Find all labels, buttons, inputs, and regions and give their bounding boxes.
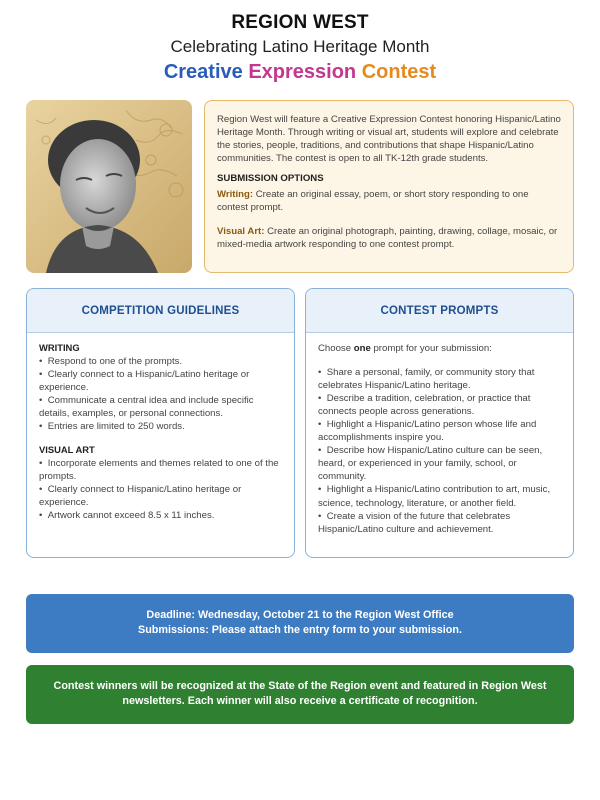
list-item: • Communicate a central idea and include specific details, examples, or personal connections. xyxy=(39,394,282,420)
list-item: • Clearly connect to a Hispanic/Latino heritage or experience. xyxy=(39,368,282,394)
guidelines-writing-list xyxy=(39,355,282,433)
list-item: • Describe a tradition, celebration, or practice that connects people across generations. xyxy=(318,392,561,418)
portrait-image xyxy=(26,100,192,273)
contest-title xyxy=(0,61,600,84)
writing-option-text: Create an original essay, poem, or short story responding to one contest prompt. xyxy=(217,189,529,214)
page-header xyxy=(0,0,600,84)
list-item: • Highlight a Hispanic/Latino contribution to art, music, science, technology, literature, or another field. xyxy=(318,483,561,509)
list-item: • Artwork cannot exceed 8.5 x 11 inches. xyxy=(39,509,282,522)
list-item: • Clearly connect to Hispanic/Latino heritage or experience. xyxy=(39,483,282,509)
list-item: • Incorporate elements and themes related to one of the prompts. xyxy=(39,457,282,483)
intro-box xyxy=(204,100,574,273)
intro-section xyxy=(26,100,574,273)
visual-art-option xyxy=(217,225,561,251)
prompts-instruction-post: prompt for your submission: xyxy=(370,343,492,354)
page-subtitle: Celebrating Latino Heritage Month xyxy=(170,37,430,56)
guidelines-writing-heading: WRITING xyxy=(39,342,80,353)
list-item: • Entries are limited to 250 words. xyxy=(39,420,282,433)
prompts-instruction-bold: one xyxy=(353,343,371,354)
deadline-line: Deadline: Wednesday, October 21 to the Region West Office xyxy=(146,609,454,621)
prompts-instruction xyxy=(318,342,561,355)
list-item: • Share a personal, family, or community story that celebrates Hispanic/Latino heritage. xyxy=(318,366,561,392)
list-item: • Highlight a Hispanic/Latino person whose life and accomplishments inspire you. xyxy=(318,418,561,444)
list-item: • Respond to one of the prompts. xyxy=(39,355,282,368)
contest-title-word-expression: Expression xyxy=(248,61,357,83)
prompts-list xyxy=(318,366,561,536)
prompts-instruction-pre: Choose xyxy=(318,343,354,354)
list-item: • Describe how Hispanic/Latino culture can be seen, heard, or experienced in your family, school, or community. xyxy=(318,444,561,483)
winners-text: Contest winners will be recognized at the State of the Region event and featured in Region West newsletters. Each winner will also receive a certificate of recognition. xyxy=(53,680,547,708)
list-item: • Create a vision of the future that celebrates Hispanic/Latino culture and achievement. xyxy=(318,510,561,536)
intro-paragraph: Region West will feature a Creative Expression Contest honoring Hispanic/Latino Heritage Month. Through writing or visual art, students will explore and celebrate the stories, people, traditions, and contributions that shape Hispanic/Latino communities. The contest is open to all TK-12th grade students. xyxy=(217,114,561,165)
guidelines-visual-heading: VISUAL ART xyxy=(39,444,95,456)
contest-title-word-creative: Creative xyxy=(163,61,243,83)
deadline-banner xyxy=(26,594,574,653)
prompts-card xyxy=(305,288,574,558)
guidelines-title: COMPETITION GUIDELINES xyxy=(27,289,294,333)
prompts-title: CONTEST PROMPTS xyxy=(306,289,573,333)
guidelines-card xyxy=(26,288,295,558)
writing-option-label: Writing: xyxy=(217,189,254,201)
visual-art-option-label: Visual Art: xyxy=(217,226,265,238)
guidelines-visual-list xyxy=(39,457,282,522)
contest-title-word-contest: Contest xyxy=(361,61,437,83)
winners-banner xyxy=(26,665,574,724)
submission-options-heading: SUBMISSION OPTIONS xyxy=(217,173,324,185)
submission-note: Submissions: Please attach the entry form to your submission. xyxy=(138,624,462,637)
org-title: REGION WEST xyxy=(231,12,369,33)
writing-option xyxy=(217,188,561,214)
visual-art-option-text: Create an original photograph, painting, drawing, collage, mosaic, or mixed-media artwork responding to one contest prompt. xyxy=(217,226,558,251)
